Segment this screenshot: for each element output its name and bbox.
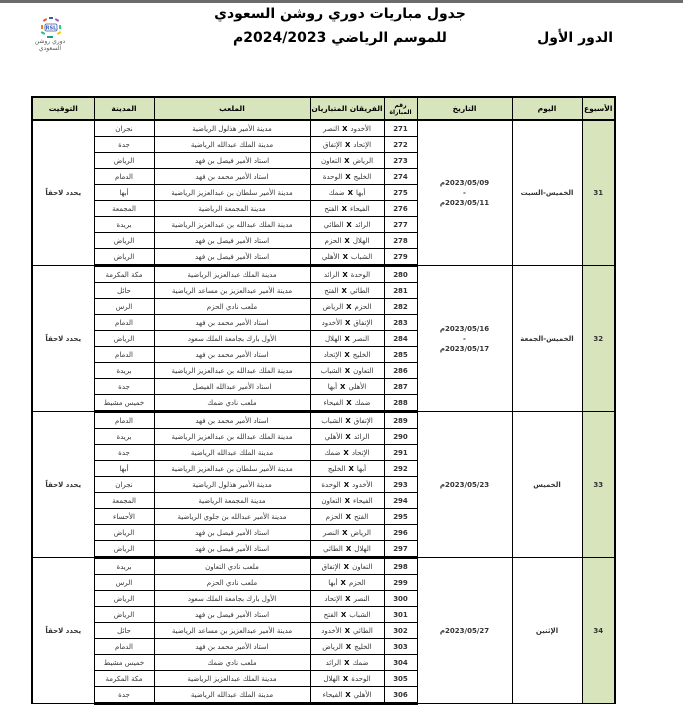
home-team: الطائي bbox=[353, 626, 373, 635]
city-cell: بريدة bbox=[94, 217, 154, 233]
match-number: 294 bbox=[384, 493, 417, 509]
home-team: الهلال bbox=[354, 544, 371, 553]
vs-symbol: X bbox=[346, 220, 352, 229]
stadium-cell: ملعب نادي الحزم bbox=[154, 299, 310, 315]
vs-symbol: X bbox=[342, 528, 348, 537]
stadium-cell: مدينة الأمير عبدالله بن جلوي الرياضية bbox=[154, 509, 310, 525]
city-cell: الرياض bbox=[94, 233, 154, 249]
match-number: 274 bbox=[384, 169, 417, 185]
vs-symbol: X bbox=[342, 252, 348, 261]
city-cell: الرياض bbox=[94, 541, 154, 558]
teams-cell bbox=[310, 266, 384, 283]
teams-cell bbox=[310, 201, 384, 217]
city-cell: حائل bbox=[94, 623, 154, 639]
match-number: 293 bbox=[384, 477, 417, 493]
teams-cell bbox=[310, 429, 384, 445]
away-team: الإتحاد bbox=[324, 594, 343, 603]
schedule-body bbox=[32, 120, 615, 704]
teams-cell bbox=[310, 331, 384, 347]
away-team: الأهلي bbox=[321, 252, 340, 261]
away-team: الرائد bbox=[323, 270, 340, 279]
home-team: الرائد bbox=[353, 432, 370, 441]
away-team: الخليج bbox=[327, 464, 346, 473]
home-team: الحزم bbox=[354, 302, 372, 311]
stadium-cell: استاد الأمير محمد بن فهد bbox=[154, 412, 310, 429]
vs-symbol: X bbox=[345, 172, 351, 181]
away-team: الإتفاق bbox=[322, 140, 342, 149]
stadium-cell: مدينة الملك عبدالله الرياضية bbox=[154, 137, 310, 153]
home-team: الوحدة bbox=[350, 270, 371, 279]
vs-symbol: X bbox=[344, 334, 350, 343]
home-team: أبها bbox=[356, 464, 367, 473]
date-cell bbox=[417, 120, 512, 266]
week-number: 34 bbox=[582, 558, 615, 704]
date-sep: - bbox=[463, 189, 466, 197]
vs-symbol: X bbox=[340, 610, 347, 619]
vs-symbol: X bbox=[343, 562, 350, 571]
schedule-table bbox=[31, 96, 616, 705]
match-number: 292 bbox=[384, 461, 417, 477]
vs-symbol: X bbox=[344, 156, 350, 165]
away-team: الرياض bbox=[322, 642, 343, 651]
stadium-cell: مدينة الأمير عبدالعزيز بن مساعد الرياضية bbox=[154, 283, 310, 299]
vs-symbol: X bbox=[346, 302, 352, 311]
away-team: الفيحاء bbox=[323, 398, 344, 407]
col-header-time: التوقيت bbox=[32, 97, 94, 120]
teams-cell bbox=[310, 655, 384, 671]
match-number: 290 bbox=[384, 429, 417, 445]
teams-cell bbox=[310, 283, 384, 299]
vs-symbol: X bbox=[345, 690, 351, 699]
away-team: الرائد bbox=[325, 658, 342, 667]
stadium-cell: استاد الأمير محمد بن فهد bbox=[154, 639, 310, 655]
match-number: 280 bbox=[384, 266, 417, 283]
away-team: ضمك bbox=[324, 448, 341, 457]
away-team: التعاون bbox=[320, 156, 342, 165]
col-header-day: اليوم bbox=[512, 97, 582, 120]
away-team: الأخدود bbox=[321, 318, 343, 327]
city-cell: جدة bbox=[94, 137, 154, 153]
date-from: 2023/05/16م bbox=[439, 324, 490, 333]
city-cell: خميس مشيط bbox=[94, 395, 154, 412]
vs-symbol: X bbox=[344, 140, 351, 149]
teams-cell bbox=[310, 639, 384, 655]
away-team: الهلال bbox=[324, 334, 342, 343]
city-cell: حائل bbox=[94, 283, 154, 299]
match-number: 303 bbox=[384, 639, 417, 655]
away-team: الشباب bbox=[320, 366, 342, 375]
home-team: الخليج bbox=[353, 172, 372, 181]
city-cell: الدمام bbox=[94, 412, 154, 429]
vs-symbol: X bbox=[346, 398, 352, 407]
match-number: 286 bbox=[384, 363, 417, 379]
match-number: 306 bbox=[384, 687, 417, 704]
teams-cell bbox=[310, 299, 384, 315]
vs-symbol: X bbox=[344, 658, 350, 667]
logo-text: RSL bbox=[45, 25, 57, 32]
match-number: 271 bbox=[384, 120, 417, 137]
teams-cell bbox=[310, 671, 384, 687]
away-team: الطائي bbox=[323, 220, 344, 229]
stadium-cell: استاد الأمير محمد بن فهد bbox=[154, 315, 310, 331]
vs-symbol: X bbox=[344, 626, 351, 635]
stadium-cell: استاد الأمير عبدالله الفيصل bbox=[154, 379, 310, 395]
home-team: الأهلي bbox=[348, 382, 367, 391]
away-team: الفتح bbox=[324, 204, 339, 213]
match-number: 297 bbox=[384, 541, 417, 558]
match-number: 295 bbox=[384, 509, 417, 525]
stadium-cell: مدينة الملك عبدالله الرياضية bbox=[154, 687, 310, 704]
home-team: ضمك bbox=[354, 398, 371, 407]
home-team: الشباب bbox=[351, 252, 373, 261]
home-team: ضمك bbox=[352, 658, 369, 667]
stadium-cell: استاد الأمير فيصل بن فهد bbox=[154, 541, 310, 558]
match-number: 302 bbox=[384, 623, 417, 639]
match-number: 304 bbox=[384, 655, 417, 671]
home-team: الحزم bbox=[348, 578, 366, 587]
logo-caption-line1: دوري روشن bbox=[34, 38, 66, 45]
city-cell: الرس bbox=[94, 575, 154, 591]
match-number: 301 bbox=[384, 607, 417, 623]
stadium-cell: استاد الأمير فيصل بن فهد bbox=[154, 233, 310, 249]
stadium-cell: مدينة الملك عبدالله بن عبدالعزيز الرياضية bbox=[154, 429, 310, 445]
col-header-week: الأسبوع bbox=[582, 97, 615, 120]
city-cell: جدة bbox=[94, 687, 154, 704]
teams-cell bbox=[310, 541, 384, 558]
day-cell: الإثنين bbox=[512, 558, 582, 704]
away-team: أبها bbox=[328, 578, 338, 587]
teams-cell bbox=[310, 153, 384, 169]
stadium-cell: مدينة الملك عبدالله بن عبدالعزيز الرياضية bbox=[154, 363, 310, 379]
day-cell: الخميس-السبت bbox=[512, 120, 582, 266]
home-team: الرياض bbox=[352, 156, 374, 165]
away-team: الأهلي bbox=[324, 432, 343, 441]
away-team: الرياض bbox=[322, 302, 344, 311]
time-cell: يحدد لاحقاً bbox=[32, 120, 94, 266]
teams-cell bbox=[310, 525, 384, 541]
teams-cell bbox=[310, 249, 384, 266]
stadium-cell: مدينة الملك عبدالعزيز الرياضية bbox=[154, 266, 310, 283]
stadium-cell: ملعب نادي ضمك bbox=[154, 395, 310, 412]
vs-symbol: X bbox=[340, 382, 346, 391]
city-cell: نجران bbox=[94, 477, 154, 493]
vs-symbol: X bbox=[340, 578, 346, 587]
away-team: الشباب bbox=[321, 416, 343, 425]
city-cell: جدة bbox=[94, 379, 154, 395]
teams-cell bbox=[310, 509, 384, 525]
teams-cell bbox=[310, 169, 384, 185]
stadium-cell: مدينة الملك عبدالله الرياضية bbox=[154, 445, 310, 461]
away-team: ضمك bbox=[328, 188, 345, 197]
home-team: الرياض bbox=[350, 528, 371, 537]
match-number: 299 bbox=[384, 575, 417, 591]
teams-cell bbox=[310, 233, 384, 249]
stadium-cell: استاد الأمير محمد بن فهد bbox=[154, 347, 310, 363]
date-sep: - bbox=[463, 334, 466, 343]
stadium-cell: مدينة الأمير عبدالعزيز بن مساعد الرياضية bbox=[154, 623, 310, 639]
teams-cell bbox=[310, 412, 384, 429]
home-team: الإتفاق bbox=[353, 416, 373, 425]
teams-cell bbox=[310, 363, 384, 379]
city-cell: الدمام bbox=[94, 347, 154, 363]
teams-cell bbox=[310, 395, 384, 412]
logo-caption-line2: السعودي bbox=[38, 45, 62, 52]
match-number: 289 bbox=[384, 412, 417, 429]
stadium-cell: استاد الأمير فيصل بن فهد bbox=[154, 153, 310, 169]
vs-symbol: X bbox=[345, 544, 352, 553]
stadium-cell: مدينة الملك عبدالله بن عبدالعزيز الرياضية bbox=[154, 217, 310, 233]
city-cell: أبها bbox=[94, 185, 154, 201]
date-cell bbox=[417, 266, 512, 412]
city-cell: الرياض bbox=[94, 331, 154, 347]
date-from: 2023/05/27م bbox=[439, 626, 490, 635]
teams-cell bbox=[310, 379, 384, 395]
day-cell: الخميس-الجمعة bbox=[512, 266, 582, 412]
away-team: الفتح bbox=[324, 286, 339, 295]
match-number: 272 bbox=[384, 137, 417, 153]
home-team: التعاون bbox=[353, 366, 374, 375]
city-cell: أبها bbox=[94, 461, 154, 477]
match-number: 300 bbox=[384, 591, 417, 607]
home-team: الإتفاق bbox=[353, 318, 373, 327]
stadium-cell: ملعب نادي التعاون bbox=[154, 558, 310, 575]
home-team: الإتحاد bbox=[353, 140, 372, 149]
col-header-stadium: الملعب bbox=[154, 97, 310, 120]
teams-cell bbox=[310, 591, 384, 607]
stadium-cell: مدينة الأمير هذلول الرياضية bbox=[154, 477, 310, 493]
home-team: الفيحاء bbox=[349, 204, 370, 213]
teams-cell bbox=[310, 493, 384, 509]
city-cell: بريدة bbox=[94, 363, 154, 379]
city-cell: جدة bbox=[94, 445, 154, 461]
match-number: 305 bbox=[384, 671, 417, 687]
vs-symbol: X bbox=[345, 416, 351, 425]
vs-symbol: X bbox=[345, 642, 352, 651]
stadium-cell: مدينة المجمعة الرياضية bbox=[154, 493, 310, 509]
home-team: الطائي bbox=[349, 286, 370, 295]
stadium-cell: الأول بارك بجامعة الملك سعود bbox=[154, 331, 310, 347]
teams-cell bbox=[310, 461, 384, 477]
date-cell bbox=[417, 558, 512, 704]
match-number: 291 bbox=[384, 445, 417, 461]
teams-cell bbox=[310, 185, 384, 201]
col-header-date: التاريخ bbox=[417, 97, 512, 120]
teams-cell bbox=[310, 347, 384, 363]
teams-cell bbox=[310, 558, 384, 575]
time-cell: يحدد لاحقاً bbox=[32, 266, 94, 412]
teams-cell bbox=[310, 445, 384, 461]
stadium-cell: ملعب نادي ضمك bbox=[154, 655, 310, 671]
time-cell: يحدد لاحقاً bbox=[32, 412, 94, 558]
round-label: الدور الأول bbox=[537, 30, 613, 46]
home-team: الشباب bbox=[349, 610, 371, 619]
stadium-cell: استاد الأمير محمد بن فهد bbox=[154, 169, 310, 185]
city-cell: مكة المكرمة bbox=[94, 266, 154, 283]
city-cell: بريدة bbox=[94, 558, 154, 575]
header-row bbox=[32, 97, 615, 120]
away-team: الإتفاق bbox=[321, 562, 341, 571]
match-number: 285 bbox=[384, 347, 417, 363]
match-number: 279 bbox=[384, 249, 417, 266]
match-number: 283 bbox=[384, 315, 417, 331]
teams-cell bbox=[310, 607, 384, 623]
teams-cell bbox=[310, 623, 384, 639]
match-row bbox=[32, 120, 615, 137]
vs-symbol: X bbox=[345, 594, 351, 603]
away-team: الطائي bbox=[323, 544, 343, 553]
match-number: 276 bbox=[384, 201, 417, 217]
city-cell: بريدة bbox=[94, 429, 154, 445]
home-team: الأهلي bbox=[353, 690, 372, 699]
away-team: أبها bbox=[327, 382, 338, 391]
match-number: 296 bbox=[384, 525, 417, 541]
home-team: الهلال bbox=[352, 236, 370, 245]
city-cell: المجمعة bbox=[94, 201, 154, 217]
city-cell: الرياض bbox=[94, 525, 154, 541]
vs-symbol: X bbox=[345, 432, 351, 441]
date-from: 2023/05/23م bbox=[439, 480, 490, 489]
stadium-cell: استاد الأمير فيصل بن فهد bbox=[154, 525, 310, 541]
home-team: النصر bbox=[353, 594, 370, 603]
match-row bbox=[32, 266, 615, 283]
vs-symbol: X bbox=[341, 286, 347, 295]
teams-cell bbox=[310, 315, 384, 331]
week-number: 32 bbox=[582, 266, 615, 412]
col-header-teams: الفريقان المتباريان bbox=[310, 97, 384, 120]
home-team: الفتح bbox=[353, 512, 369, 521]
date-to: 2023/05/11م bbox=[439, 199, 490, 207]
time-cell: يحدد لاحقاً bbox=[32, 558, 94, 704]
teams-cell bbox=[310, 477, 384, 493]
vs-symbol: X bbox=[344, 366, 351, 375]
stadium-cell: مدينة الأمير سلطان بن عبدالعزيز الرياضية bbox=[154, 461, 310, 477]
stadium-cell: مدينة الملك عبدالعزيز الرياضية bbox=[154, 671, 310, 687]
city-cell: الدمام bbox=[94, 639, 154, 655]
home-team: الفيحاء bbox=[352, 496, 373, 505]
home-team: الأخدود bbox=[352, 480, 373, 489]
match-number: 278 bbox=[384, 233, 417, 249]
vs-symbol: X bbox=[343, 448, 349, 457]
city-cell: الرياض bbox=[94, 153, 154, 169]
date-to: 2023/05/17م bbox=[439, 344, 490, 353]
vs-symbol: X bbox=[342, 270, 348, 279]
col-header-city: المدينة bbox=[94, 97, 154, 120]
teams-cell bbox=[310, 137, 384, 153]
city-cell: الدمام bbox=[94, 169, 154, 185]
home-team: النصر bbox=[352, 334, 370, 343]
home-team: الإتحاد bbox=[351, 448, 370, 457]
match-number: 298 bbox=[384, 558, 417, 575]
page-title: جدول مباريات دوري روشن السعودي bbox=[214, 6, 466, 22]
city-cell: مكة المكرمة bbox=[94, 671, 154, 687]
city-cell: الرياض bbox=[94, 249, 154, 266]
stadium-cell: استاد الأمير فيصل بن فهد bbox=[154, 249, 310, 266]
away-team: الوحدة bbox=[321, 480, 341, 489]
stadium-cell: مدينة المجمعة الرياضية bbox=[154, 201, 310, 217]
city-cell: المجمعة bbox=[94, 493, 154, 509]
home-team: الأخدود bbox=[350, 124, 371, 133]
logo-caption bbox=[27, 38, 73, 52]
vs-symbol: X bbox=[342, 124, 348, 133]
vs-symbol: X bbox=[344, 350, 350, 359]
away-team: الهلال bbox=[323, 674, 340, 683]
match-row bbox=[32, 558, 615, 575]
vs-symbol: X bbox=[342, 674, 349, 683]
match-number: 284 bbox=[384, 331, 417, 347]
match-number: 273 bbox=[384, 153, 417, 169]
match-number: 282 bbox=[384, 299, 417, 315]
vs-symbol: X bbox=[341, 204, 347, 213]
date-from: 2023/05/09م bbox=[439, 179, 490, 187]
stadium-cell: الأول بارك بجامعة الملك سعود bbox=[154, 591, 310, 607]
page-subtitle: للموسم الرياضي 2024/2023م bbox=[233, 30, 447, 46]
city-cell: خميس مشيط bbox=[94, 655, 154, 671]
match-number: 287 bbox=[384, 379, 417, 395]
vs-symbol: X bbox=[347, 188, 354, 197]
vs-symbol: X bbox=[345, 512, 351, 521]
city-cell: نجران bbox=[94, 120, 154, 137]
match-number: 275 bbox=[384, 185, 417, 201]
home-team: أبها bbox=[356, 188, 366, 197]
city-cell: الأحساء bbox=[94, 509, 154, 525]
stadium-cell: مدينة الأمير سلطان بن عبدالعزيز الرياضية bbox=[154, 185, 310, 201]
vs-symbol: X bbox=[345, 318, 351, 327]
home-team: التعاون bbox=[352, 562, 373, 571]
city-cell: الرياض bbox=[94, 591, 154, 607]
away-team: النصر bbox=[323, 124, 340, 133]
home-team: الوحدة bbox=[351, 674, 371, 683]
col-header-match-no: رقم المباراة bbox=[384, 97, 417, 120]
vs-symbol: X bbox=[348, 464, 354, 473]
away-team: الفيحاء bbox=[322, 690, 343, 699]
city-cell: الدمام bbox=[94, 315, 154, 331]
vs-symbol: X bbox=[344, 236, 350, 245]
city-cell: الرياض bbox=[94, 607, 154, 623]
teams-cell bbox=[310, 217, 384, 233]
away-team: الحزم bbox=[325, 512, 343, 521]
away-team: الفتح bbox=[323, 610, 338, 619]
stadium-cell: مدينة الأمير هذلول الرياضية bbox=[154, 120, 310, 137]
away-team: الأخدود bbox=[321, 626, 342, 635]
match-number: 277 bbox=[384, 217, 417, 233]
vs-symbol: X bbox=[344, 496, 350, 505]
stadium-cell: استاد الأمير فيصل بن فهد bbox=[154, 607, 310, 623]
week-number: 31 bbox=[582, 120, 615, 266]
week-number: 33 bbox=[582, 412, 615, 558]
city-cell: الرس bbox=[94, 299, 154, 315]
home-team: الرائد bbox=[354, 220, 371, 229]
vs-symbol: X bbox=[343, 480, 350, 489]
window-top-bar bbox=[0, 0, 683, 3]
home-team: الخليج bbox=[352, 350, 371, 359]
away-team: التعاون bbox=[321, 496, 342, 505]
day-cell: الخميس bbox=[512, 412, 582, 558]
away-team: الحزم bbox=[324, 236, 342, 245]
away-team: النصر bbox=[322, 528, 340, 537]
match-number: 281 bbox=[384, 283, 417, 299]
home-team: الخليج bbox=[354, 642, 372, 651]
match-number: 288 bbox=[384, 395, 417, 412]
away-team: الإتحاد bbox=[323, 350, 342, 359]
teams-cell bbox=[310, 575, 384, 591]
teams-cell bbox=[310, 120, 384, 137]
away-team: الوحدة bbox=[322, 172, 343, 181]
date-cell bbox=[417, 412, 512, 558]
stadium-cell: ملعب نادي الحزم bbox=[154, 575, 310, 591]
teams-cell bbox=[310, 687, 384, 704]
match-row bbox=[32, 412, 615, 429]
